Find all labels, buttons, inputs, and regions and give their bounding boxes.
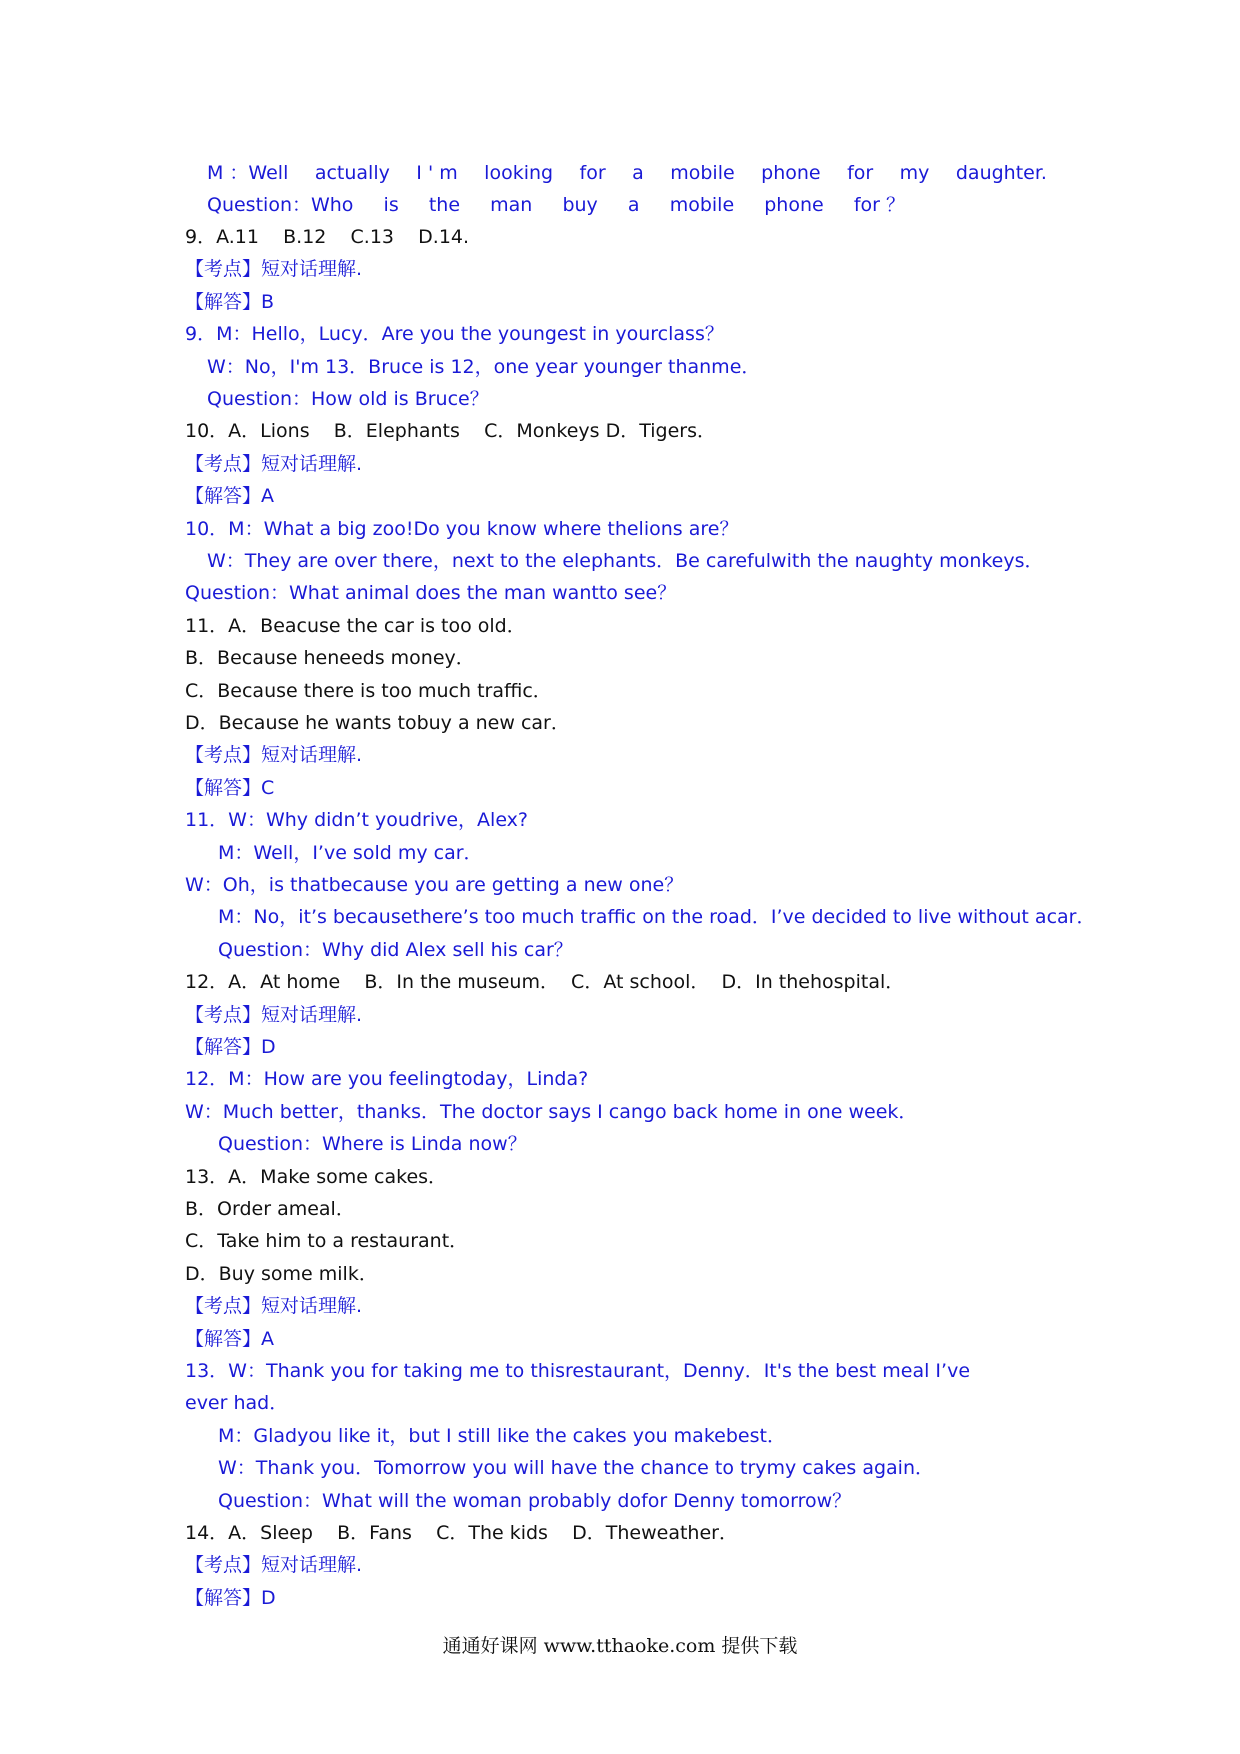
dialogue-line: Question：Why did Alex sell his car？ [218,938,573,961]
dialogue-line: 【解答】B [185,290,275,313]
question-line: 10．A．Lions B．Elephants C．Monkeys D．Tigers． [185,420,716,443]
word: is [383,194,399,216]
dialogue-line: 【解答】A [185,485,274,508]
question-line: D．Because he wants tobuy a new car． [185,712,570,734]
dialogue-line: 9．M：Hello，Lucy．Are you the youngest in yourclass？ [185,323,724,346]
word: a [627,194,640,216]
question-line: B．Order ameal． [185,1198,355,1220]
dialogue-line: 10．M：What a big zoo!Do you know where thelions are？ [185,517,739,540]
dialogue-line-top-1 [207,158,1047,188]
word: mobile [669,194,735,216]
dialogue-line: 13．W：Thank you for taking me to thisrestaurant，Denny．It's the best meal I’ve [185,1360,971,1382]
dialogue-line: W：Oh，is thatbecause you are getting a new one？ [185,874,684,896]
dialogue-line: 【考点】短对话理解. [185,1295,363,1318]
word: the [428,194,461,216]
dialogue-line: M：Gladyou like it，but I still like the cakes you makebest． [218,1424,786,1447]
dialogue-line: 【考点】短对话理解. [185,1003,363,1026]
question-line: 11．A．Beacuse the car is too old． [185,614,526,637]
dialogue-line: M：Well，I’ve sold my car． [218,841,483,864]
word: my [899,162,930,184]
dialogue-line: 【考点】短对话理解. [185,452,363,475]
question-line: 14．A．Sleep B．Fans C．The kids D．Theweather． [185,1522,738,1544]
dialogue-line: Question：How old is Bruce？ [207,388,489,410]
question-line: C．Because there is too much traffic． [185,679,552,702]
dialogue-line: W：Much better，thanks．The doctor says I cango back home in one week． [185,1100,918,1123]
question-line: D．Buy some milk． [185,1262,378,1285]
word: for [847,162,874,184]
word: daughter. [955,162,1047,184]
dialogue-line: 【考点】短对话理解. [185,258,363,281]
word: I ' m [416,162,458,184]
dialogue-line: W：Thank you．Tomorrow you will have the chance to trymy cakes again． [218,1457,934,1480]
dialogue-line: Question：What will the woman probably dofor Denny tomorrow？ [218,1489,852,1512]
question-line: C．Take him to a restaurant． [185,1230,469,1253]
word: for [579,162,606,184]
dialogue-line: W：No，I'm 13．Bruce is 12，one year younger thanme． [207,355,761,378]
word: mobile [670,162,735,184]
dialogue-line: Question：What animal does the man wantto see？ [185,582,677,605]
dialogue-line: 【解答】D [185,1036,276,1058]
dialogue-line: 【考点】短对话理解. [185,744,363,767]
dialogue-line: 【考点】短对话理解. [185,1554,363,1577]
dialogue-line: M：No，it’s becausethere’s too much traffic on the road．I’ve decided to live without acar． [218,906,1096,929]
word: for ？ [853,194,905,216]
question-line: 13．A．Make some cakes． [185,1165,448,1188]
word: buy [562,194,598,216]
dialogue-line: W：They are over there，next to the elephants．Be carefulwith the naughty monkeys． [207,550,1044,572]
dialogue-line: 【解答】C [185,776,275,799]
word: man [490,194,533,216]
page-footer: 通通好课网 www.tthaoke.com 提供下载 [442,1635,798,1657]
word: M ：Well [207,162,289,184]
dialogue-line: Question：Where is Linda now？ [218,1133,527,1156]
question-line: B．Because heneeds money． [185,647,475,670]
dialogue-line: 【解答】D [185,1586,276,1609]
word: a [632,162,644,184]
question-line: 9．A.11 B.12 C.13 D.14. [185,226,470,248]
dialogue-line: 11．W：Why didn’t youdrive，Alex? [185,809,529,832]
word: actually [314,162,390,184]
dialogue-line: 【解答】A [185,1327,274,1350]
dialogue-line: ever had． [185,1392,289,1415]
word: phone [764,194,824,216]
word: Question：Who [207,194,354,216]
word: looking [484,162,554,184]
dialogue-line-top-2 [207,190,905,220]
question-line: 12．A．At home B．In the museum． C．At school． D．In thehospital． [185,971,905,994]
dialogue-line: 12．M：How are you feelingtoday，Linda? [185,1068,589,1091]
word: phone [761,162,821,184]
